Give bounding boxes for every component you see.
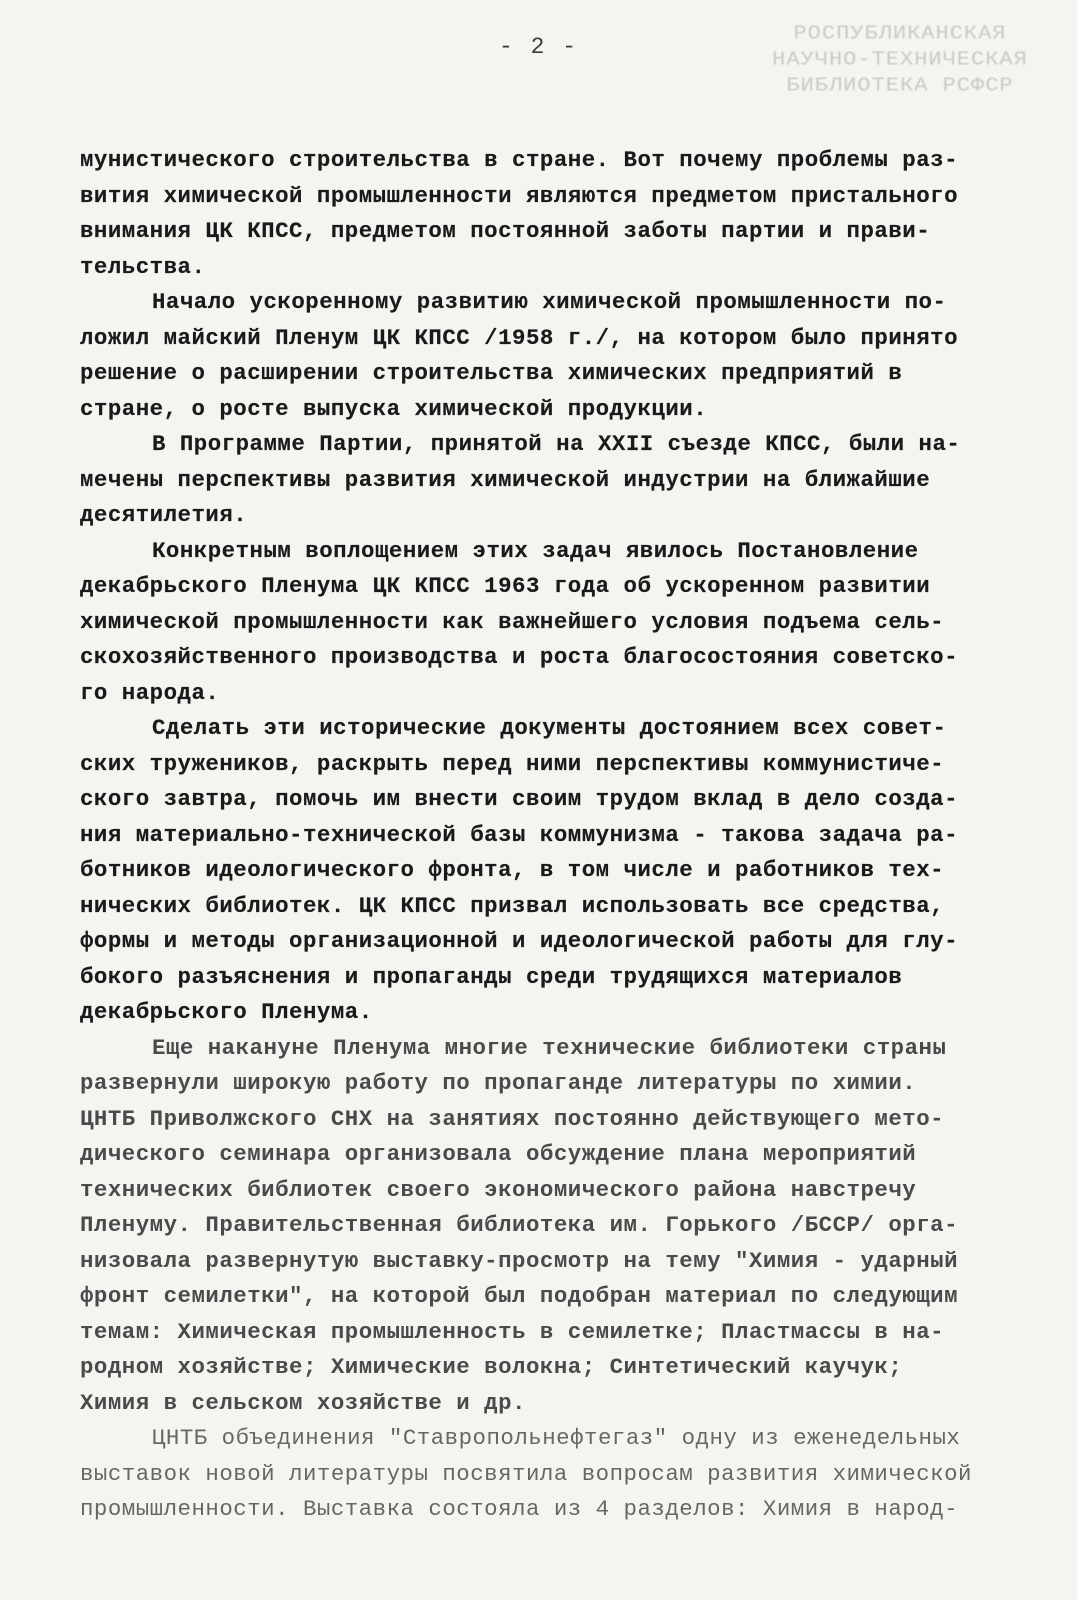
text-line: декабрьского Пленума ЦК КПСС 1963 года об ускоренном развитии <box>80 573 931 599</box>
text-line: Сделать эти исторические документы достоянием всех совет- <box>152 715 947 741</box>
text-line: химической промышленности как важнейшего условия подъема сель- <box>80 608 945 635</box>
text-line: мунистического строительства в стране. Вот почему проблемы раз- <box>80 147 959 173</box>
text-line: В Программе Партии, принятой на XXII съезде КПСС, были на- <box>152 431 961 457</box>
body-text <box>80 143 1010 1528</box>
text-line: Начало ускоренному развитию химической промышленности по- <box>152 289 947 315</box>
paragraph-5 <box>80 711 1010 1031</box>
text-line: ЦНТБ Приволжского СНХ на занятиях постоянно действующего мето- <box>80 1105 945 1132</box>
text-line: ЦНТБ объединения "Ставропольнефтегаз" одну из еженедельных <box>152 1425 961 1451</box>
text-line: технических библиотек своего экономического района навстречу <box>80 1176 917 1203</box>
text-line: промышленности. Выставка состояла из 4 разделов: Химия в народ- <box>80 1496 959 1522</box>
text-line: формы и методы организационной и идеологической работы для глу- <box>80 928 959 954</box>
text-line: дического семинара организовала обсуждение плана мероприятий <box>80 1141 917 1167</box>
text-line: го народа. <box>80 679 220 706</box>
paragraph-4 <box>80 534 1010 712</box>
text-line: ложил майский Пленум ЦК КПСС /1958 г./, на котором было принято <box>80 324 959 351</box>
text-line: нических библиотек. ЦК КПСС призвал использовать все средства, <box>80 892 945 919</box>
paragraph-3 <box>80 427 1010 534</box>
text-line: темам: Химическая промышленность в семилетке; Пластмассы в на- <box>80 1318 945 1345</box>
text-line: декабрьского Пленума. <box>80 999 373 1025</box>
text-line: ских тружеников, раскрыть перед ними перспективы коммунистиче- <box>80 750 945 777</box>
text-line: Конкретным воплощением этих задач явилось Постановление <box>152 537 919 564</box>
text-line: стране, о росте выпуска химической продукции. <box>80 395 708 422</box>
text-line: ботников идеологического фронта, в том числе и работников тех- <box>80 857 945 883</box>
page-number: - 2 - <box>498 34 578 60</box>
text-line: Пленуму. Правительственная библиотека им. Горького /БССР/ орга- <box>80 1212 959 1238</box>
text-line: тельства. <box>80 253 206 280</box>
library-stamp <box>730 20 1070 98</box>
text-line: ния материально-технической базы коммунизма - такова задача ра- <box>80 821 959 848</box>
stamp-line: РОСПУБЛИКАНСКАЯ <box>793 22 1007 45</box>
text-line: родном хозяйстве; Химические волокна; Синтетический каучук; <box>80 1354 903 1380</box>
paragraph-2 <box>80 285 1010 427</box>
paragraph-1 <box>80 143 1010 285</box>
text-line: низовала развернутую выставку-просмотр на тему "Химия - ударный <box>80 1247 959 1274</box>
text-line: скохозяйственного производства и роста благосостояния советско- <box>80 644 959 670</box>
paragraph-7 <box>80 1421 1010 1528</box>
text-line: Химия в сельском хозяйстве и др. <box>80 1389 526 1416</box>
paragraph-6 <box>80 1031 1010 1422</box>
stamp-line: БИБЛИОТЕКА РСФСР <box>786 74 1014 97</box>
text-line: бокого разъяснения и пропаганды среди трудящихся материалов <box>80 963 903 990</box>
text-line: внимания ЦК КПСС, предметом постоянной заботы партии и прави- <box>80 218 931 244</box>
text-line: решение о расширении строительства химических предприятий в <box>80 360 903 386</box>
text-line: Еще накануне Пленума многие технические библиотеки страны <box>152 1034 947 1061</box>
text-line: вития химической промышленности являются предметом пристального <box>80 182 959 209</box>
stamp-line: НАУЧНО-ТЕХНИЧЕСКАЯ <box>772 48 1028 71</box>
text-line: ского завтра, помочь им внести своим трудом вклад в дело созда- <box>80 786 959 812</box>
text-line: мечены перспективы развития химической индустрии на ближайшие <box>80 466 931 493</box>
text-line: развернули широкую работу по пропаганде литературы по химии. <box>80 1070 917 1096</box>
text-line: десятилетия. <box>80 502 248 528</box>
text-line: выставок новой литературы посвятила вопросам развития химической <box>80 1460 972 1487</box>
text-line: фронт семилетки", на которой был подобран материал по следующим <box>80 1283 959 1309</box>
